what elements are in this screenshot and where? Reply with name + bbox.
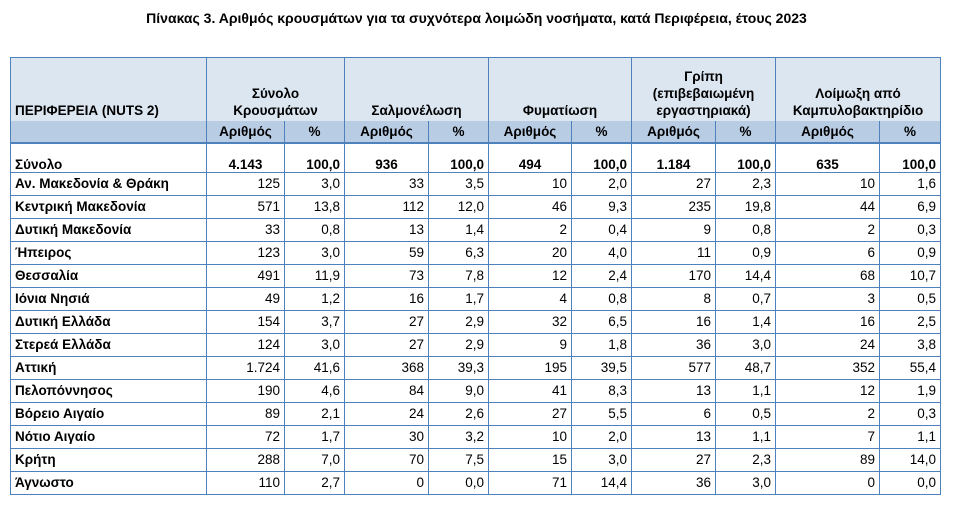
table-row — [11, 241, 941, 264]
group-header-campylobacter: Λοίμωξη από Καμπυλοβακτηρίδιο — [776, 58, 941, 121]
percent-cell: 10,7 — [880, 264, 941, 287]
count-subheader: Αριθμός — [632, 121, 716, 143]
count-cell: 12 — [489, 264, 572, 287]
table-row — [11, 379, 941, 402]
region-name: Δυτική Μακεδονία — [11, 218, 207, 241]
count-cell: 1.724 — [207, 356, 285, 379]
count-cell: 635 — [776, 143, 880, 173]
percent-cell: 2,9 — [429, 310, 489, 333]
table-row — [11, 402, 941, 425]
count-cell: 0 — [776, 471, 880, 494]
count-cell: 24 — [345, 402, 429, 425]
group-header-influenza: Γρίπη (επιβεβαιωμένη εργαστηριακά) — [632, 58, 776, 121]
count-cell: 30 — [345, 425, 429, 448]
percent-cell: 1,7 — [285, 425, 345, 448]
percent-cell: 14,4 — [572, 471, 632, 494]
table-row — [11, 264, 941, 287]
percent-cell: 12,0 — [429, 195, 489, 218]
percent-subheader: % — [716, 121, 776, 143]
count-cell: 2 — [776, 402, 880, 425]
count-cell: 123 — [207, 241, 285, 264]
region-name: Αν. Μακεδονία & Θράκη — [11, 172, 207, 195]
count-cell: 49 — [207, 287, 285, 310]
percent-cell: 14,0 — [880, 448, 941, 471]
count-cell: 13 — [345, 218, 429, 241]
count-cell: 4.143 — [207, 143, 285, 173]
count-subheader: Αριθμός — [345, 121, 429, 143]
region-name: Πελοπόννησος — [11, 379, 207, 402]
percent-subheader: % — [429, 121, 489, 143]
count-subheader: Αριθμός — [776, 121, 880, 143]
percent-cell: 0,9 — [880, 241, 941, 264]
count-cell: 33 — [345, 172, 429, 195]
percent-cell: 100,0 — [716, 143, 776, 173]
percent-cell: 1,6 — [880, 172, 941, 195]
percent-cell: 2,7 — [285, 471, 345, 494]
count-cell: 36 — [632, 333, 716, 356]
region-name: Νότιο Αιγαίο — [11, 425, 207, 448]
percent-cell: 1,1 — [716, 425, 776, 448]
percent-cell: 3,0 — [716, 333, 776, 356]
count-cell: 4 — [489, 287, 572, 310]
count-cell: 10 — [489, 172, 572, 195]
table-row — [11, 218, 941, 241]
percent-cell: 3,0 — [285, 333, 345, 356]
percent-cell: 1,4 — [429, 218, 489, 241]
count-cell: 33 — [207, 218, 285, 241]
count-cell: 195 — [489, 356, 572, 379]
percent-cell: 2,5 — [880, 310, 941, 333]
count-cell: 84 — [345, 379, 429, 402]
region-name: Αττική — [11, 356, 207, 379]
percent-cell: 3,7 — [285, 310, 345, 333]
percent-cell: 9,3 — [572, 195, 632, 218]
percent-cell: 1,4 — [716, 310, 776, 333]
percent-cell: 1,8 — [572, 333, 632, 356]
count-cell: 190 — [207, 379, 285, 402]
group-header-tuberculosis: Φυματίωση — [489, 58, 632, 121]
count-cell: 2 — [489, 218, 572, 241]
count-cell: 936 — [345, 143, 429, 173]
percent-cell: 1,1 — [880, 425, 941, 448]
count-cell: 10 — [489, 425, 572, 448]
table-row — [11, 172, 941, 195]
percent-cell: 100,0 — [880, 143, 941, 173]
percent-cell: 2,4 — [572, 264, 632, 287]
percent-cell: 48,7 — [716, 356, 776, 379]
percent-cell: 7,0 — [285, 448, 345, 471]
region-name: Ήπειρος — [11, 241, 207, 264]
percent-cell: 2,6 — [429, 402, 489, 425]
percent-cell: 7,5 — [429, 448, 489, 471]
count-cell: 16 — [345, 287, 429, 310]
count-cell: 13 — [632, 379, 716, 402]
count-cell: 170 — [632, 264, 716, 287]
table-row — [11, 425, 941, 448]
percent-cell: 5,5 — [572, 402, 632, 425]
count-cell: 6 — [632, 402, 716, 425]
count-cell: 112 — [345, 195, 429, 218]
percent-cell: 2,3 — [716, 172, 776, 195]
count-cell: 13 — [632, 425, 716, 448]
cases-table — [10, 57, 941, 495]
count-cell: 12 — [776, 379, 880, 402]
percent-cell: 1,9 — [880, 379, 941, 402]
percent-cell: 3,5 — [429, 172, 489, 195]
percent-cell: 0,7 — [716, 287, 776, 310]
percent-cell: 14,4 — [716, 264, 776, 287]
count-cell: 571 — [207, 195, 285, 218]
percent-cell: 0,5 — [880, 287, 941, 310]
region-name: Σύνολο — [11, 143, 207, 173]
count-cell: 27 — [632, 448, 716, 471]
percent-cell: 13,8 — [285, 195, 345, 218]
percent-cell: 55,4 — [880, 356, 941, 379]
count-cell: 124 — [207, 333, 285, 356]
count-cell: 59 — [345, 241, 429, 264]
total-row — [11, 143, 941, 173]
count-cell: 41 — [489, 379, 572, 402]
header-row — [11, 58, 941, 121]
percent-cell: 0,3 — [880, 218, 941, 241]
subheader-blank — [11, 121, 207, 143]
percent-cell: 100,0 — [429, 143, 489, 173]
percent-cell: 100,0 — [572, 143, 632, 173]
count-cell: 27 — [345, 333, 429, 356]
percent-cell: 0,9 — [716, 241, 776, 264]
count-cell: 7 — [776, 425, 880, 448]
region-name: Βόρειο Αιγαίο — [11, 402, 207, 425]
percent-cell: 6,3 — [429, 241, 489, 264]
count-cell: 68 — [776, 264, 880, 287]
count-cell: 16 — [776, 310, 880, 333]
count-cell: 9 — [489, 333, 572, 356]
count-cell: 9 — [632, 218, 716, 241]
group-header-total: Σύνολο Κρουσμάτων — [207, 58, 345, 121]
percent-cell: 3,0 — [716, 471, 776, 494]
percent-cell: 0,0 — [429, 471, 489, 494]
table-row — [11, 356, 941, 379]
count-cell: 27 — [345, 310, 429, 333]
percent-subheader: % — [572, 121, 632, 143]
region-header: ΠΕΡΙΦΕΡΕΙΑ (NUTS 2) — [11, 58, 207, 121]
group-header-salmonella: Σαλμονέλωση — [345, 58, 489, 121]
count-cell: 70 — [345, 448, 429, 471]
percent-cell: 1,2 — [285, 287, 345, 310]
percent-cell: 0,3 — [880, 402, 941, 425]
count-cell: 368 — [345, 356, 429, 379]
table-row — [11, 448, 941, 471]
percent-cell: 100,0 — [285, 143, 345, 173]
percent-cell: 3,0 — [572, 448, 632, 471]
count-cell: 71 — [489, 471, 572, 494]
count-cell: 44 — [776, 195, 880, 218]
region-name: Δυτική Ελλάδα — [11, 310, 207, 333]
percent-cell: 6,9 — [880, 195, 941, 218]
percent-cell: 0,4 — [572, 218, 632, 241]
count-cell: 494 — [489, 143, 572, 173]
percent-cell: 6,5 — [572, 310, 632, 333]
percent-cell: 3,8 — [880, 333, 941, 356]
percent-cell: 3,0 — [285, 172, 345, 195]
percent-cell: 4,0 — [572, 241, 632, 264]
percent-cell: 2,0 — [572, 172, 632, 195]
count-cell: 89 — [776, 448, 880, 471]
count-subheader: Αριθμός — [489, 121, 572, 143]
count-cell: 36 — [632, 471, 716, 494]
percent-subheader: % — [880, 121, 941, 143]
count-cell: 288 — [207, 448, 285, 471]
percent-cell: 0,0 — [880, 471, 941, 494]
percent-cell: 19,8 — [716, 195, 776, 218]
percent-cell: 1,7 — [429, 287, 489, 310]
count-cell: 27 — [489, 402, 572, 425]
count-cell: 1.184 — [632, 143, 716, 173]
percent-cell: 3,0 — [285, 241, 345, 264]
count-cell: 6 — [776, 241, 880, 264]
table-row — [11, 287, 941, 310]
percent-cell: 9,0 — [429, 379, 489, 402]
percent-cell: 3,2 — [429, 425, 489, 448]
percent-cell: 7,8 — [429, 264, 489, 287]
table-title: Πίνακας 3. Αριθμός κρουσμάτων για τα συχνότερα λοιμώδη νοσήματα, κατά Περιφέρεια, έτους 2023 — [146, 10, 807, 26]
percent-cell: 2,9 — [429, 333, 489, 356]
count-subheader: Αριθμός — [207, 121, 285, 143]
percent-cell: 0,5 — [716, 402, 776, 425]
percent-cell: 39,3 — [429, 356, 489, 379]
count-cell: 16 — [632, 310, 716, 333]
percent-cell: 41,6 — [285, 356, 345, 379]
percent-cell: 11,9 — [285, 264, 345, 287]
count-cell: 110 — [207, 471, 285, 494]
region-name: Άγνωστο — [11, 471, 207, 494]
count-cell: 32 — [489, 310, 572, 333]
count-cell: 11 — [632, 241, 716, 264]
count-cell: 0 — [345, 471, 429, 494]
count-cell: 2 — [776, 218, 880, 241]
count-cell: 24 — [776, 333, 880, 356]
percent-cell: 39,5 — [572, 356, 632, 379]
count-cell: 125 — [207, 172, 285, 195]
count-cell: 235 — [632, 195, 716, 218]
count-cell: 352 — [776, 356, 880, 379]
percent-cell: 2,3 — [716, 448, 776, 471]
count-cell: 8 — [632, 287, 716, 310]
count-cell: 15 — [489, 448, 572, 471]
region-name: Στερεά Ελλάδα — [11, 333, 207, 356]
count-cell: 10 — [776, 172, 880, 195]
count-cell: 72 — [207, 425, 285, 448]
percent-cell: 0,8 — [716, 218, 776, 241]
count-cell: 3 — [776, 287, 880, 310]
table-body — [11, 143, 941, 495]
count-cell: 73 — [345, 264, 429, 287]
table-row — [11, 195, 941, 218]
percent-cell: 0,8 — [285, 218, 345, 241]
table-row — [11, 310, 941, 333]
percent-cell: 1,1 — [716, 379, 776, 402]
count-cell: 27 — [632, 172, 716, 195]
count-cell: 577 — [632, 356, 716, 379]
percent-cell: 4,6 — [285, 379, 345, 402]
percent-cell: 2,1 — [285, 402, 345, 425]
table-row — [11, 471, 941, 494]
percent-subheader: % — [285, 121, 345, 143]
count-cell: 491 — [207, 264, 285, 287]
percent-cell: 0,8 — [572, 287, 632, 310]
region-name: Θεσσαλία — [11, 264, 207, 287]
table-row — [11, 333, 941, 356]
region-name: Κρήτη — [11, 448, 207, 471]
count-cell: 20 — [489, 241, 572, 264]
subheader-row — [11, 121, 941, 143]
region-name: Κεντρική Μακεδονία — [11, 195, 207, 218]
percent-cell: 8,3 — [572, 379, 632, 402]
percent-cell: 2,0 — [572, 425, 632, 448]
region-name: Ιόνια Νησιά — [11, 287, 207, 310]
count-cell: 154 — [207, 310, 285, 333]
count-cell: 46 — [489, 195, 572, 218]
count-cell: 89 — [207, 402, 285, 425]
